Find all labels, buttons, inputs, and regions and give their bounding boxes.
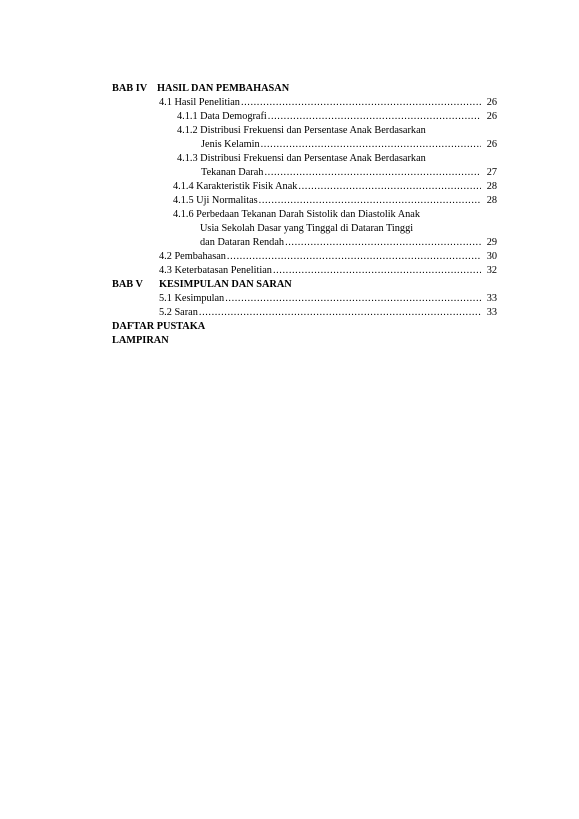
leader-dots [264,166,481,179]
toc-entry-text: 5.2 Saran [159,307,198,318]
toc-entry-5-2 [159,306,497,319]
toc-entry-4-1-6-line1: 4.1.6 Perbedaan Tekanan Darah Sistolik dan Diastolik Anak [173,209,421,220]
chapter-label: BAB IV [112,83,148,94]
leader-dots [199,306,481,319]
chapter-label: BAB V [112,279,143,290]
leader-dots [273,264,481,277]
toc-entry-page: 32 [486,265,497,276]
leader-dots [298,180,481,193]
toc-entry-5-1 [159,292,497,305]
toc-entry-text: 4.1 Hasil Penelitian [159,97,240,108]
bibliography-heading: DAFTAR PUSTAKA [112,321,206,332]
toc-entry-4-1-6-line2: Usia Sekolah Dasar yang Tinggal di Dataran Tinggi [200,223,414,234]
toc-entry-page: 33 [486,307,497,318]
toc-entry-text: 5.1 Kesimpulan [159,293,225,304]
toc-entry-4-1 [159,96,497,109]
toc-entry-text: 4.2 Pembahasan [159,251,226,262]
leader-dots [259,194,481,207]
leader-dots [225,292,481,305]
toc-entry-4-1-4 [173,180,497,193]
toc-entry-page: 29 [486,237,497,248]
toc-entry-text: 4.3 Keterbatasan Penelitian [159,265,272,276]
toc-entry-4-1-6 [200,236,497,249]
toc-entry-text: 4.1.4 Karakteristik Fisik Anak [173,181,298,192]
toc-entry-page: 28 [486,181,497,192]
toc-entry-text: dan Dataran Rendah [200,237,285,248]
toc-entry-4-1-2 [201,138,497,151]
chapter-title: HASIL DAN PEMBAHASAN [157,83,290,94]
toc-entry-4-1-2-line1: 4.1.2 Distribusi Frekuensi dan Persentase Anak Berdasarkan [177,125,426,136]
toc-entry-4-2 [159,250,497,263]
toc-entry-text: Jenis Kelamin [201,139,260,150]
leader-dots [268,110,481,123]
toc-entry-text: 4.1.5 Uji Normalitas [173,195,258,206]
toc-entry-page: 26 [486,111,497,122]
toc-entry-text: Tekanan Darah [201,167,264,178]
leader-dots [241,96,481,109]
chapter-title: KESIMPULAN DAN SARAN [159,279,292,290]
toc-entry-page: 30 [486,251,497,262]
toc-entry-4-1-5 [173,194,497,207]
toc-entry-page: 27 [486,167,497,178]
toc-entry-4-1-3 [201,166,497,179]
leader-dots [285,236,481,249]
toc-entry-4-3 [159,264,497,277]
toc-entry-page: 26 [486,97,497,108]
leader-dots [227,250,481,263]
toc-entry-page: 33 [486,293,497,304]
toc-entry-page: 28 [486,195,497,206]
toc-entry-4-1-3-line1: 4.1.3 Distribusi Frekuensi dan Persentase Anak Berdasarkan [177,153,426,164]
toc-entry-4-1-1 [177,110,497,123]
toc-entry-page: 26 [486,139,497,150]
leader-dots [261,138,481,151]
appendix-heading: LAMPIRAN [112,335,169,346]
toc-entry-text: 4.1.1 Data Demografi [177,111,267,122]
